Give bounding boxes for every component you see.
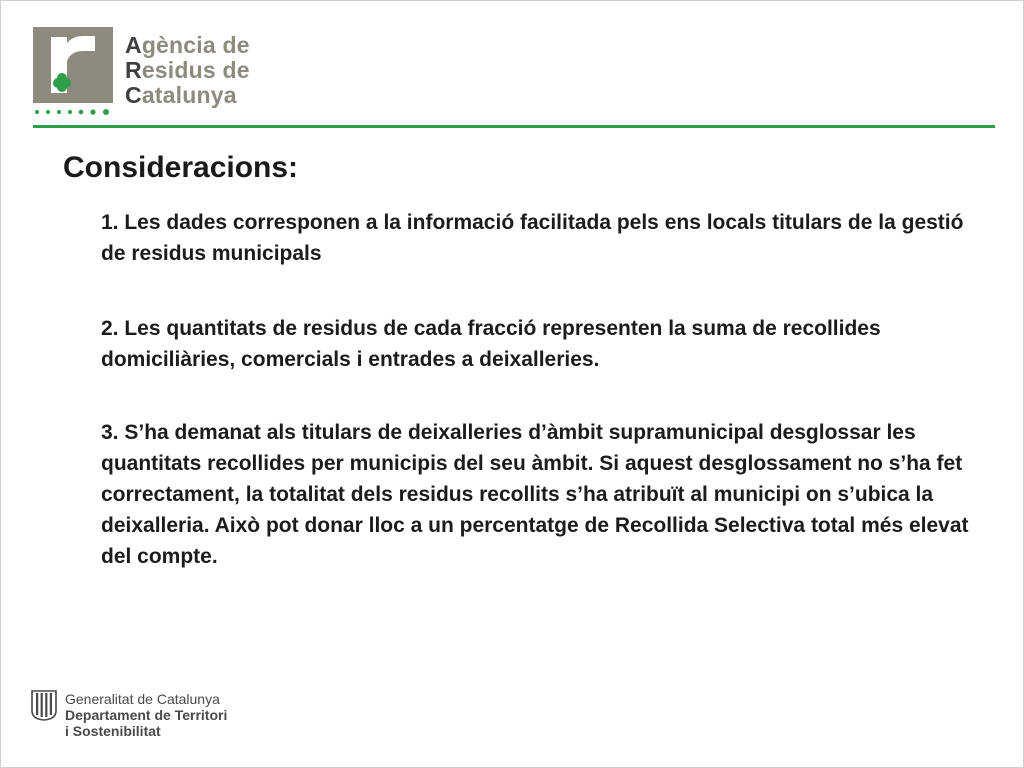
consideration-2: 2. Les quantitats de residus de cada fracció representen la suma de recollides domiciliàries, comercials i entrades a deixalleries. [101,317,881,371]
generalitat-emblem-icon [31,689,57,721]
slide-title: Consideracions: [63,151,299,184]
consideration-1: 1. Les dades corresponen a la informació facilitada pels ens locals titulars de la gestió de residus municipals [101,211,964,265]
footer-line-2: Departament de Territori [65,707,228,723]
logo-line-3: Catalunya [125,82,237,108]
arc-logo-text [125,33,250,108]
footer-line-1: Generalitat de Catalunya [65,691,220,707]
footer-text [65,691,227,739]
consideration-3: 3. S’ha demanat als titulars de deixalleries d’àmbit supramunicipal desglossar les quantitats recollides per municipis del seu àmbit. Si aquest desglossament no s’ha fet correctament, la totalitat dels residus recollits s’ha atribuït al municipi on s’ubica la deixalleria. Això pot donar lloc a un percentatge de Recollida Selectiva total més elevat del compte. [101,421,969,568]
footer-logo [31,689,271,741]
logo-line-1: Agència de [125,32,250,58]
header-divider [33,125,995,128]
arc-logo-mark-icon [33,27,113,103]
logo-line-2: Residus de [125,57,250,83]
arc-logo [31,27,281,122]
logo-dots-icon [33,107,123,117]
footer-line-3: i Sostenibilitat [65,723,161,739]
